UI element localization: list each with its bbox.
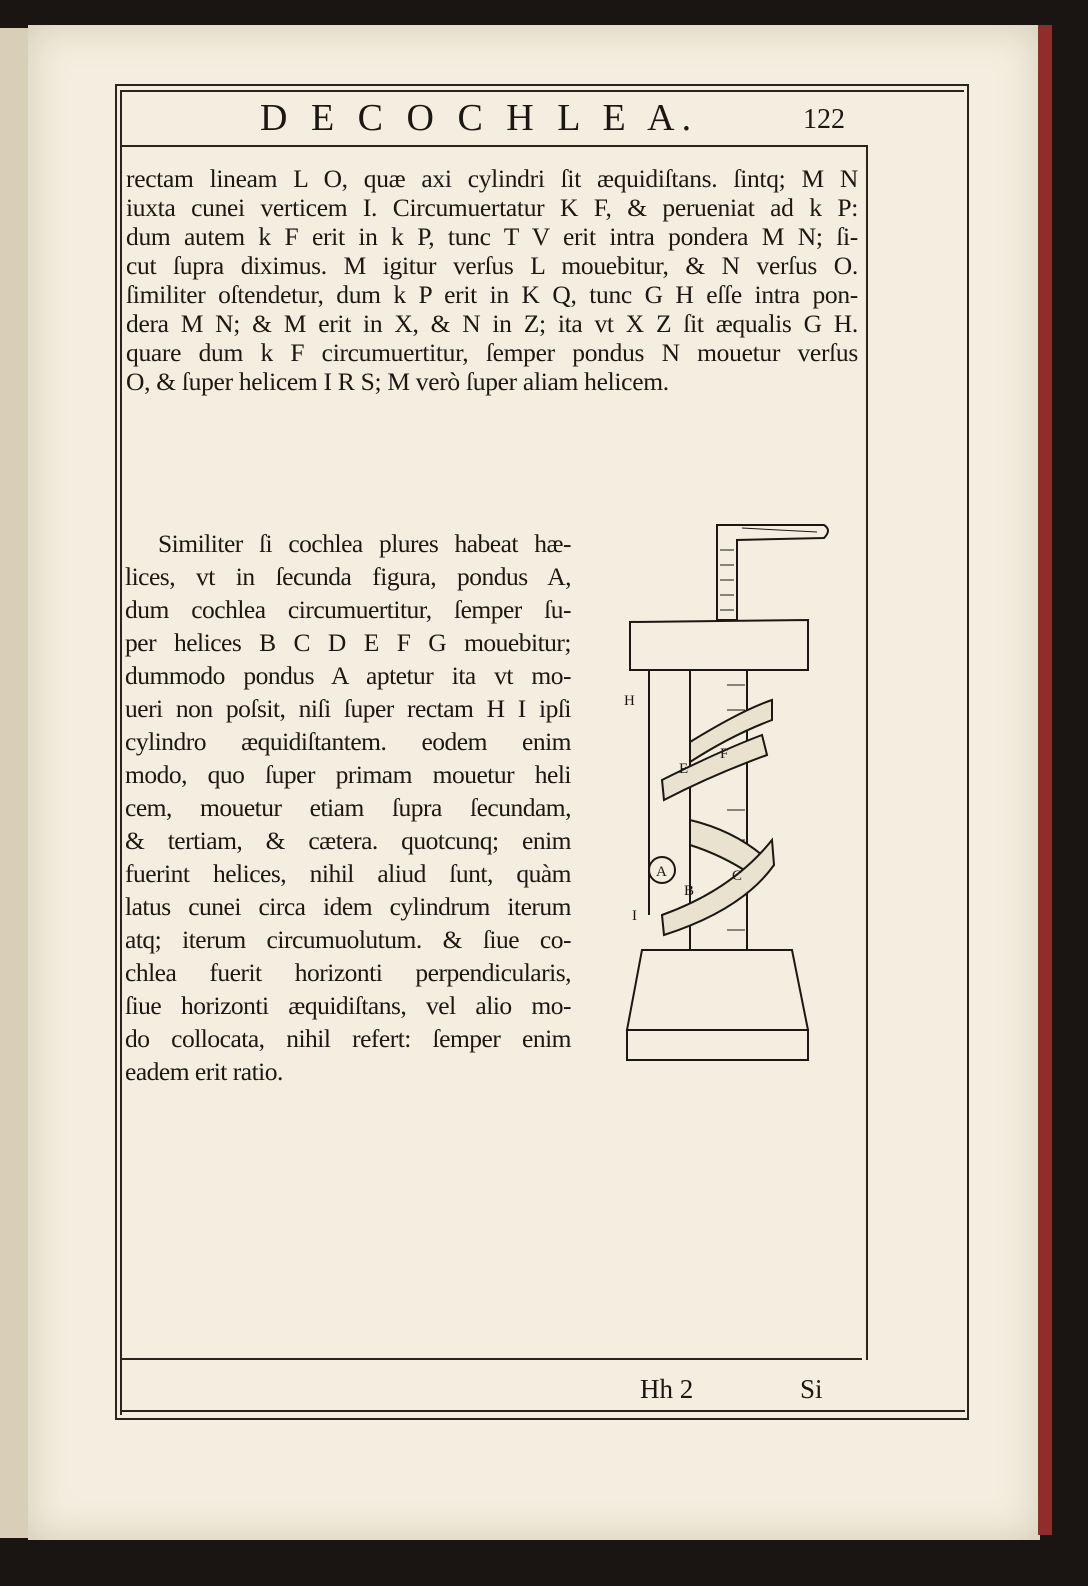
text-line: atq; iterum circumuolutum. & ſiue co- [125,925,571,954]
text-line: cut ſupra diximus. M igitur verſus L mouebitur, & N verſus O. [126,251,858,280]
base [627,950,808,1030]
label-e: E [679,761,689,777]
footer-rule [120,1358,862,1360]
header-rule [120,145,866,147]
label-c: C [732,868,743,884]
label-i: I [632,908,637,924]
running-head: D E C O C H L E A. [260,97,699,139]
text-line: latus cunei circa idem cylindrum iterum [125,892,571,921]
text-line: & tertiam, & cætera. quotcunq; enim [125,826,571,855]
text-line: dum cochlea circumuertitur, ſemper ſu- [125,595,571,624]
page-number: 122 [803,104,845,135]
text-line: cem, mouetur etiam ſupra ſecundam, [125,793,571,822]
catchword: Si [800,1374,823,1404]
text-line: O, & ſuper helicem I R S; M verò ſuper aliam helicem. [126,367,669,396]
label-h: H [624,693,635,709]
text-line: modo, quo ſuper primam mouetur heli [125,760,571,789]
text-line: ſimiliter oſtendetur, dum k P erit in K Q, tunc G H eſſe intra pon- [126,280,858,309]
text-line: Similiter ſi cochlea plures habeat hæ- [158,529,571,558]
text-line: ſiue horizonti æquidiſtans, vel alio mo- [125,991,571,1020]
label-f: F [720,746,729,762]
bottom-rule [120,1410,965,1412]
text-line: eadem erit ratio. [125,1057,283,1086]
text-line: per helices B C D E F G mouebitur; [125,628,571,657]
handle [717,525,828,620]
text-line: dum autem k F erit in k P, tunc T V erit intra pondera M N; ſi- [126,222,858,251]
text-line: ueri non poſsit, niſi ſuper rectam H I ipſi [125,694,571,723]
text-line: iuxta cunei verticem I. Circumuertatur K F, & perueniat ad k P: [126,193,858,222]
top-beam [630,620,808,670]
signature-mark: Hh 2 [640,1374,694,1404]
text-line: dummodo pondus A aptetur ita vt mo- [125,661,571,690]
page-edge [1038,25,1052,1535]
text-line: do collocata, nihil refert: ſemper enim [125,1024,571,1053]
text-line: dera M N; & M erit in X, & N in Z; ita vt X Z ſit æqualis G H. [126,309,858,338]
text-line: rectam lineam L O, quæ axi cylindri ſit æquidiſtans. ſintq; M N [126,164,858,193]
screw-figure [602,510,842,1070]
top-rule [122,90,964,92]
label-b: B [684,883,695,899]
column-rule [866,145,868,1360]
text-line: chlea fuerit horizonti perpendicularis, [125,958,571,987]
inner-left-rule [120,90,122,1415]
label-a: A [656,864,667,880]
text-line: quare dum k F circumuertitur, ſemper pondus N mouetur verſus [126,338,858,367]
text-line: fuerint helices, nihil aliud ſunt, quàm [125,859,571,888]
text-line: lices, vt in ſecunda figura, pondus A, [125,562,571,591]
text-line: cylindro æquidiſtantem. eodem enim [125,727,571,756]
